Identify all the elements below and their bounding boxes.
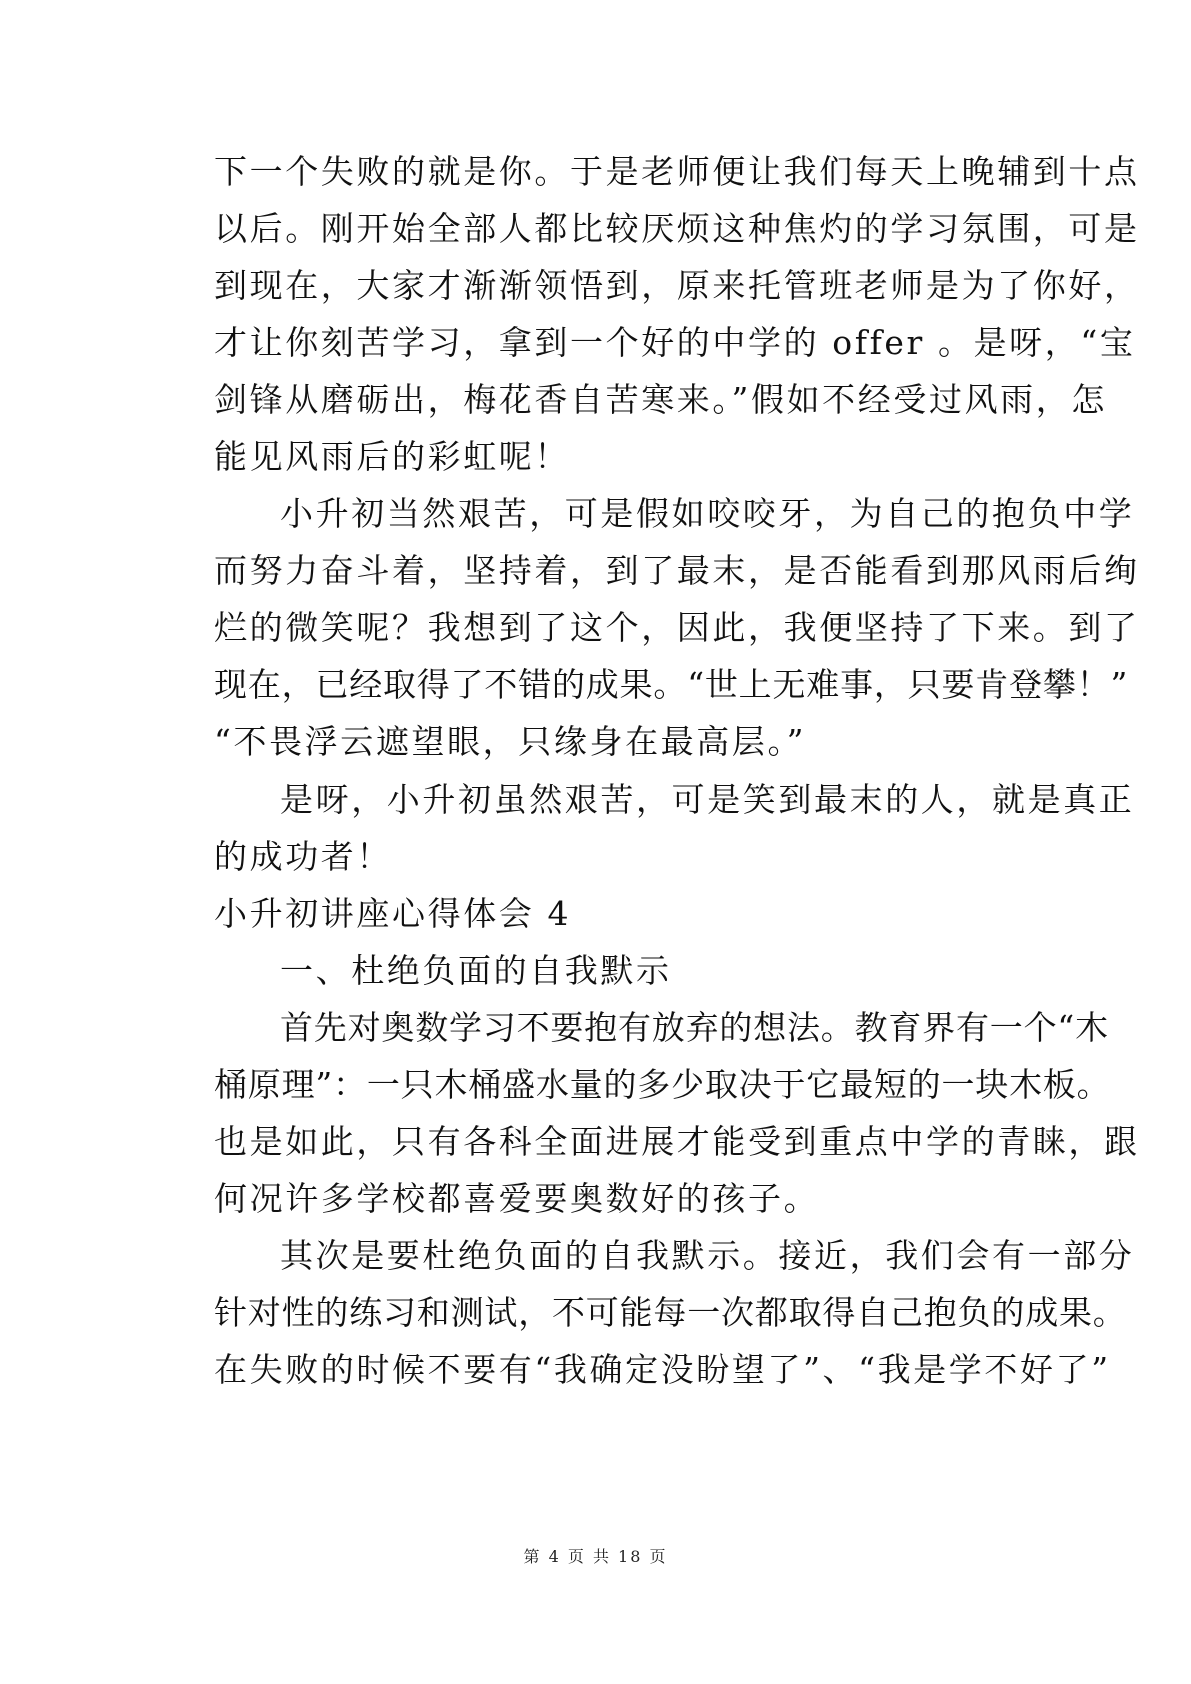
text-line: 何况许多学校都喜爱要奥数好的孩子。 — [214, 1179, 820, 1218]
text-line: 到现在，大家才渐渐领悟到，原来托管班老师是为了你好， — [214, 266, 1140, 305]
text-line: 桶原理”：一只木桶盛水量的多少取决于它最短的一块木板。 — [214, 1065, 1111, 1104]
text-line: 现在，已经取得了不错的成果。“世上无难事，只要肯登攀！” — [214, 665, 1129, 704]
text-line: 而努力奋斗着，坚持着，到了最末，是否能看到那风雨后绚 — [214, 551, 1140, 590]
text-line: 剑锋从磨砺出，梅花香自苦寒来。”假如不经受过风雨，怎 — [214, 380, 1107, 419]
paragraph-first-line: 是呀，小升初虽然艰苦，可是笑到最末的人，就是真正 — [280, 780, 1135, 819]
text-line: 以后。刚开始全部人都比较厌烦这种焦灼的学习氛围，可是 — [214, 209, 1140, 248]
text-line: 也是如此，只有各科全面进展才能受到重点中学的青睐，跟 — [214, 1122, 1140, 1161]
text-line: 能见风雨后的彩虹呢！ — [214, 437, 570, 476]
page-footer: 第 4 页 共 18 页 — [523, 1547, 668, 1566]
paragraph-first-line: 小升初当然艰苦，可是假如咬咬牙，为自己的抱负中学 — [280, 494, 1135, 533]
text-line: 下一个失败的就是你。于是老师便让我们每天上晚辅到十点 — [214, 152, 1140, 191]
text-line: 才让你刻苦学习，拿到一个好的中学的 offer 。是呀，“宝 — [214, 323, 1136, 362]
text-line: 的成功者！ — [214, 837, 392, 876]
paragraph-first-line: 其次是要杜绝负面的自我默示。接近，我们会有一部分 — [280, 1236, 1135, 1275]
text-line: 烂的微笑呢？我想到了这个，因此，我便坚持了下来。到了 — [214, 608, 1140, 647]
paragraph-first-line: 首先对奥数学习不要抱有放弃的想法。教育界有一个“木 — [280, 1008, 1109, 1047]
text-line: “不畏浮云遮望眼，只缘身在最高层。” — [214, 722, 807, 761]
subheading: 一、杜绝负面的自我默示 — [280, 951, 672, 990]
section-heading: 小升初讲座心得体会 4 — [214, 894, 572, 933]
text-line: 针对性的练习和测试，不可能每一次都取得自己抱负的成果。 — [214, 1293, 1127, 1332]
text-line: 在失败的时候不要有“我确定没盼望了”、“我是学不好了” — [214, 1350, 1111, 1389]
